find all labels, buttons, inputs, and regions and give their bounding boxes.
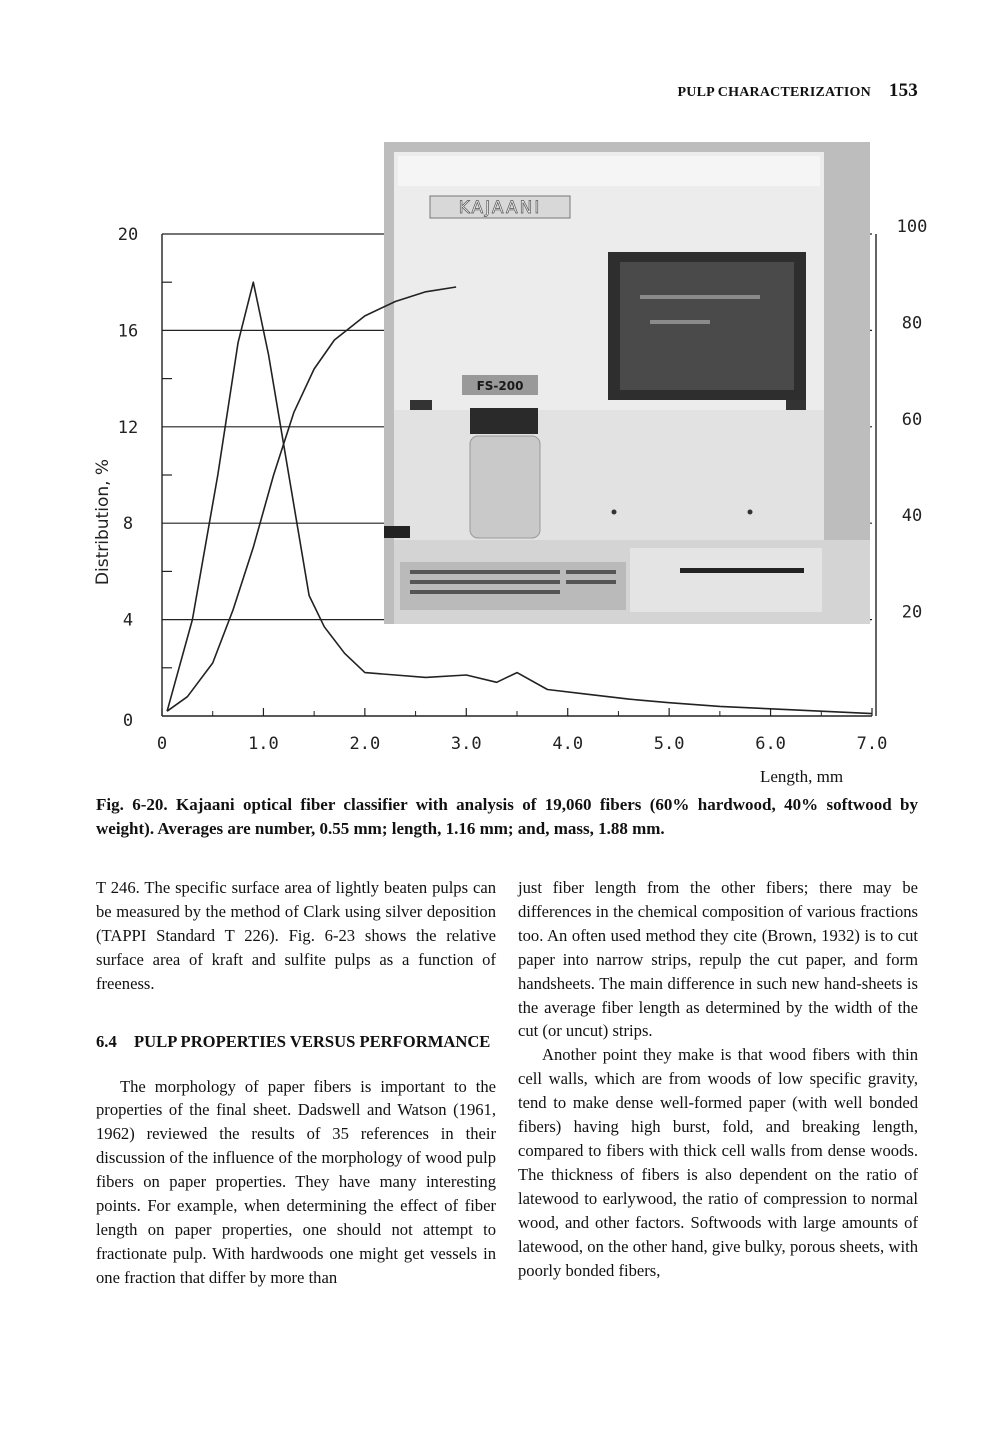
y-tick-label: 20 bbox=[117, 225, 139, 245]
x-tick-label: 4.0 bbox=[552, 734, 584, 754]
section-number: 6.4 bbox=[96, 1031, 117, 1051]
x-tick-label: 2.0 bbox=[349, 734, 381, 754]
y2-tick-label: 80 bbox=[901, 313, 923, 334]
y-tick-label: 0 bbox=[122, 711, 134, 731]
x-tick-label: 7.0 bbox=[856, 734, 888, 754]
left-column bbox=[96, 876, 496, 1290]
y-tick-label: 8 bbox=[122, 514, 134, 535]
x-tick-label: 3.0 bbox=[450, 734, 482, 754]
running-title: PULP CHARACTERIZATION bbox=[677, 85, 871, 100]
right-column bbox=[518, 876, 918, 1282]
section-heading bbox=[96, 1030, 496, 1053]
paragraph: just fiber length from the other fibers; there may be differences in the chemical composition of various fractions too. An often used method they cite (Brown, 1932) is to cut paper into narrow strips, repulp the cut paper, and form handsheets. The main difference in such new hand-sheets is the average fiber length as determined by the width of the cut (or uncut) strips. bbox=[518, 878, 918, 1041]
paragraph: Another point they make is that wood fibers with thin cell walls, which are from woods of low specific gravity, tend to make dense well-formed paper (with well bonded fibers) having high burst, fold, and breaking length, compared to fibers with thick cell walls from dense woods. The thickness of fibers is also dependent on the ratio of latewood to earlywood, the ratio of compression to normal wood, and other factors. Softwoods with large amounts of latewood, on the other hand, give bulky, porous sheets, with poorly bonded fibers, bbox=[518, 1045, 918, 1280]
photo-brand-label: KAJAANI bbox=[458, 198, 542, 218]
y-tick-label: 4 bbox=[122, 610, 134, 631]
y2-tick-label: 20 bbox=[901, 602, 923, 623]
x-tick-label: 6.0 bbox=[755, 734, 786, 754]
instrument-photo bbox=[384, 142, 870, 624]
y2-tick-label: 60 bbox=[901, 409, 923, 430]
section-title: PULP PROPERTIES VERSUS PERFORMANCE bbox=[134, 1031, 491, 1051]
y-tick-label: 12 bbox=[117, 417, 139, 438]
x-axis-label: Length, mm bbox=[760, 767, 844, 786]
x-tick-label: 5.0 bbox=[653, 734, 685, 754]
photo-model-label: FS-200 bbox=[476, 379, 524, 393]
y2-tick-label: 100 bbox=[896, 217, 928, 237]
paragraph: T 246. The specific surface area of lightly beaten pulps can be measured by the method of Clark using silver deposition (TAPPI Standard T 226). Fig. 6-23 shows the relative surface area of kraft and sulfite pulps as a function of freeness. bbox=[96, 878, 496, 993]
x-tick-label: 0 bbox=[156, 734, 168, 754]
figure-caption: Fig. 6-20. Kajaani optical fiber classifier with analysis of 19,060 fibers (60% hardwood, 40% softwood by weight). Averages are number, 0.55 mm; length, 1.16 mm; and, mass, 1.88 mm. bbox=[96, 795, 918, 838]
y2-tick-label: 40 bbox=[901, 506, 923, 527]
page-number: 153 bbox=[888, 80, 918, 101]
x-tick-label: 1.0 bbox=[248, 734, 279, 754]
y-axis-label: Distribution, % bbox=[93, 458, 113, 586]
paragraph: The morphology of paper fibers is important to the properties of the final sheet. Dadswell and Watson (1961, 1962) reviewed the results of 35 references in their discussion of the influence of the morphology of wood pulp fibers on paper properties. They have many interesting points. For example, when determining the effect of fiber length on paper properties, one should not attempt to fractionate pulp. With hardwoods one might get vessels in one fraction that differ by more than bbox=[96, 1076, 496, 1287]
y-tick-label: 16 bbox=[117, 321, 139, 342]
